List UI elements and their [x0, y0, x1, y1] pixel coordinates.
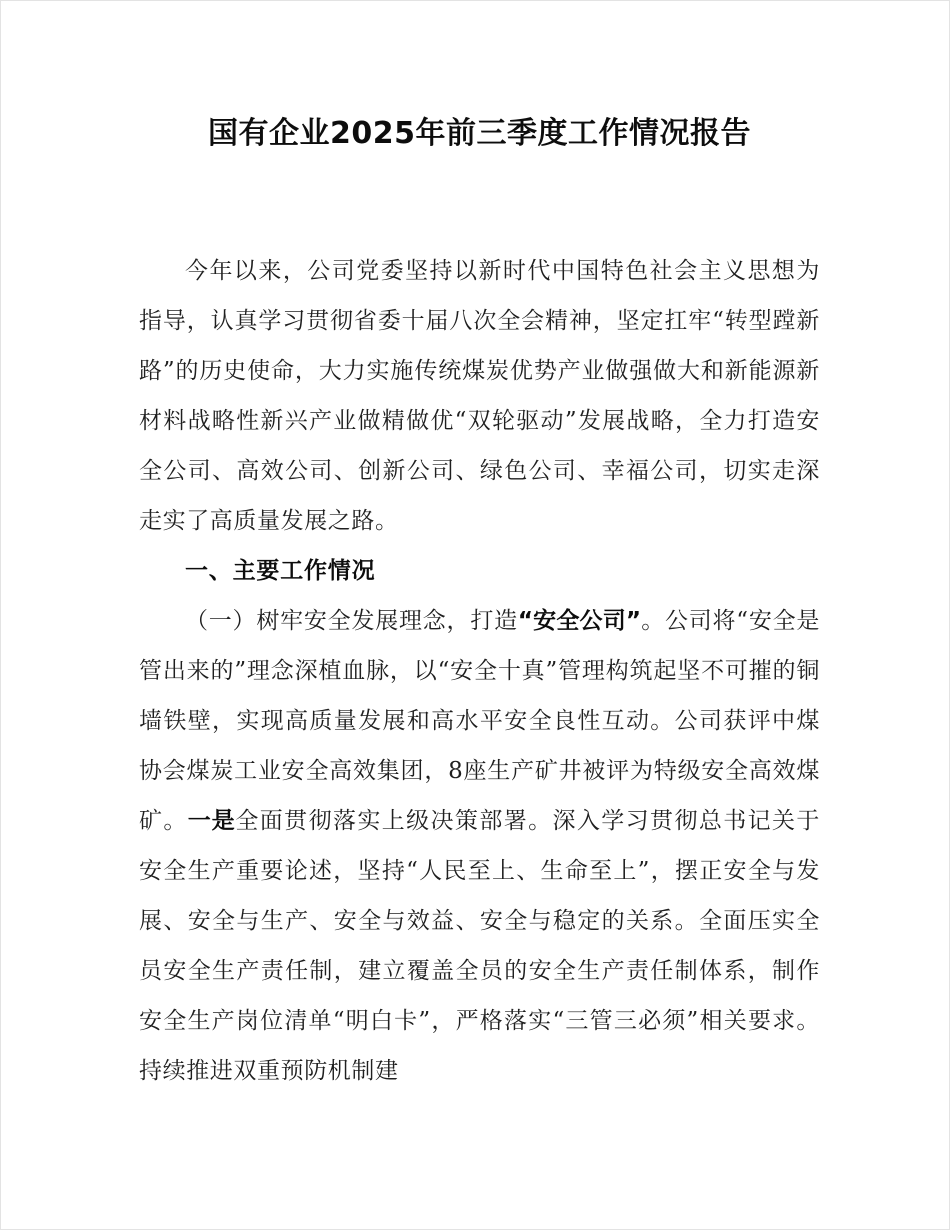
paragraph-opening: 今年以来，公司党委坚持以新时代中国特色社会主义思想为指导，认真学习贯彻省委十届八次全会精神，坚定扛牢“转型蹚新路”的历史使命，大力实施传统煤炭优势产业做强做大和新能源新材料战略性新兴产业做精做优“双轮驱动”发展战略，全力打造安全公司、高效公司、创新公司、绿色公司、幸福公司，切实走深走实了高质量发展之路。 — [139, 258, 820, 534]
page-title: 国有企业2025年前三季度工作情况报告 — [208, 116, 751, 151]
paragraph-segment-lead: （一）树牢安全发展理念，打造 — [185, 608, 518, 634]
body-text-block — [139, 246, 820, 1096]
section-heading-main-work: 一、主要工作情况 — [185, 558, 376, 584]
emphasis-safety-company: “安全公司” — [517, 608, 642, 634]
paragraph-safety-company — [139, 596, 820, 1096]
paragraph-segment-tail: 全面贯彻落实上级决策部署。深入学习贯彻总书记关于安全生产重要论述，坚持“人民至上、生命至上”，摆正安全与发展、安全与生产、安全与效益、安全与稳定的关系。全面压实全员安全生产责任制，建立覆盖全员的安全生产责任制体系，制作安全生产岗位清单“明白卡”，严格落实“三管三必须”相关要求。持续推进双重预防机制建 — [139, 808, 821, 1084]
paragraph-segment-middle: 。公司将“安全是管出来的”理念深植血脉，以“安全十真”管理构筑起坚不可摧的铜墙铁壁，实现高质量发展和高水平安全良性互动。公司获评中煤协会煤炭工业安全高效集团，8座生产矿井被评为特级安全高效煤矿。 — [139, 608, 820, 834]
emphasis-point-one: 一是 — [187, 808, 236, 834]
